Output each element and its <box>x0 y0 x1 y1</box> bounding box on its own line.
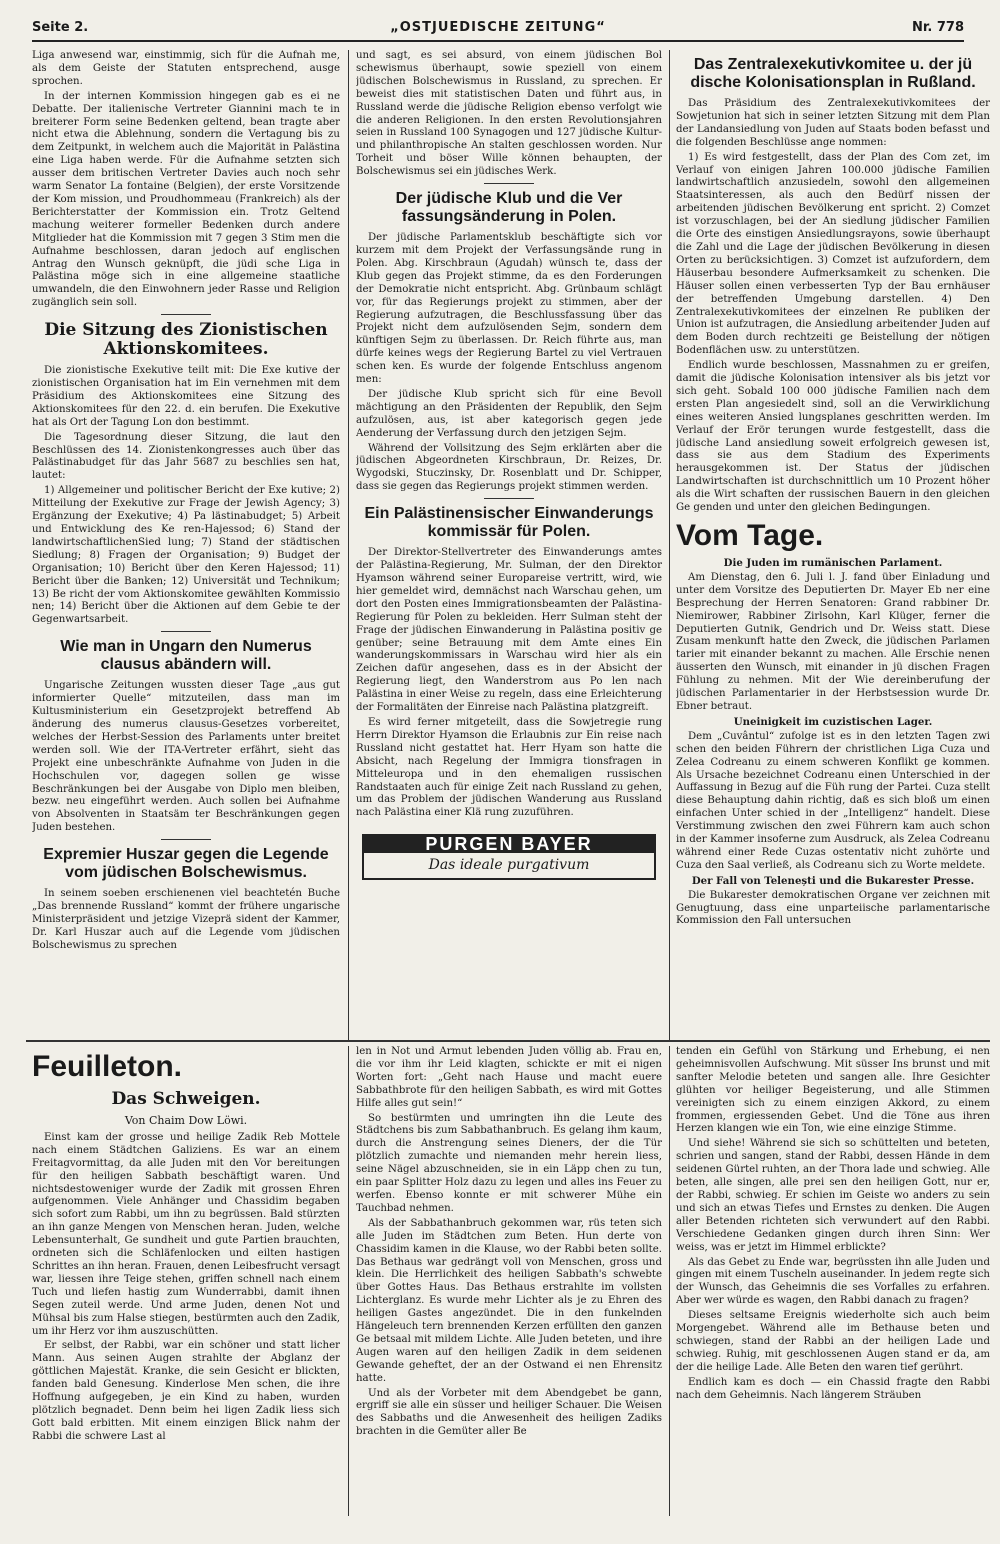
article-text: 1) Es wird festgestellt, dass der Plan des Com zet, im Verlauf von einigen Jahren 100.000 jüdische Familien landwirtschaftlich anzusiedeln, sowohl den allgemeinen Staatsinteressen, als auch den Bedürf nissen der arbeitenden jüdischen Bevölkerung ent spricht. 2) Comzet ist vorzuschlagen, bei der An siedlung jüdischer Familien die Orte des einstigen Ansiedlungsrayons, sowie überhaupt die Zahl und die Lage der jüdischen Bevölkerung in diesen Orten zu berücksichtigen. 3) Comzet ist aufzufordern, dem Häuserbau besondere Aufmerksamkeit zu schenken. Die Häuser sollen einen verbesserten Typ der Bau ernhäuser der betreffenden Umgebung darstellen. 4) Den Zentralexekutivkomitees der einzelnen Re publiken der Union ist aufzutragen, die Ansiedlung arbeitender Juden auf dem Boden durch rechtzeiti ge Beistellung der nötigen Bodenflächen usw. zu unterstützen. <box>676 151 990 357</box>
story-text: Endlich kam es doch — ein Chassid fragte den Rabbi nach dem Geheimnis. Nach längerem Sträuben <box>676 1376 990 1401</box>
feuilleton-column-3 <box>676 1046 990 1516</box>
article-text: Der jüdische Klub spricht sich für eine Bevoll mächtigung an den Präsidenten der Republik, den Sejm aufzulösen, aus, ist aber kategorisch gegen jede Aenderung der Verfassung durch den jetzigen Sejm. <box>356 388 662 439</box>
article-heading: Das Zentralexekutivkomitee u. der jü dische Kolonisationsplan in Rußland. <box>690 56 976 91</box>
article-text: Die Bukarester demokratischen Organe ver zeichnen mit Genugtuung, dass eine unparteiische parlamentarische Kommission den Fall untersuchen <box>676 889 990 927</box>
separator <box>484 498 534 499</box>
separator <box>161 631 211 632</box>
article-text: Während der Vollsitzung des Sejm erklärten aber die jüdischen Abgeordneten Kirschbraun, Dr. Reizes, Dr. Wygodski, Stuczinsky, Dr. Rosenblatt und Dr. Schipper, dass sie gegen das Regierungs projekt stimmen werden. <box>356 442 662 493</box>
article-text: Die zionistische Exekutive teilt mit: Die Exe kutive der zionistischen Organisation hat im Ein vernehmen mit dem Präsidium des Aktionskomitees eine Sitzung des Aktionskomitees für den 22. d. ein berufen. Die Exekutive hat als Ort der Tagung Lon don bestimmt. <box>32 365 340 428</box>
story-author: Von Chaim Dow Löwi. <box>124 1114 248 1127</box>
article-text: Endlich wurde beschlossen, Massnahmen zu er greifen, damit die jüdische Kolonisation intensiver als bis jetzt vor sich geht. Sobald 100 000 jüdische Familien nach dem ersten Plan angesiedelt sind, soll an die Verwirklichung eines weiteren Ansied lungsplanes geschritten werden. Im Verlauf der Erör terungen wurde festgestellt, dass die jüdische Land ansiedlung soweit erfolgreich gewesen ist, dass sie aus dem Stadium des Experiments herausgekommen ist. Der Status der jüdischen Landwirtschaften ist durchschnittlich um 10 Prozent höher als die Wirt schaften der russischen Bauern in den gleichen Ge genden und unter den gleichen Bedingungen. <box>676 360 990 514</box>
story-text: Und siehe! Während sie sich so schüttelten und beteten, schrien und sangen, stand der Rabbi, dessen Hände in dem seidenen Gürtel ruhten, an der Thora lade und schwieg. Alle beten, alle singen, alle prei sen den heiligen Gott, nur er, der Rabbi, schwieg. Er schien im Geiste wo anders zu sein und sich an etwas Tiefes und Ernstes zu denken. Die Augen aller Betenden richteten sich verwundert auf den Rabbi. Verschiedene Gedanken gingen durch ihren Sinn: Wer weiss, was er jetzt im Himmel erblickte? <box>676 1138 990 1253</box>
page-number: Seite 2. <box>32 20 89 35</box>
feuilleton-column-2 <box>356 1046 662 1516</box>
article-heading: Der jüdische Klub und die Ver fassungsänderung in Polen. <box>395 190 623 226</box>
separator <box>161 314 211 315</box>
separator <box>161 839 211 840</box>
story-text: So bestürmten und umringten ihn die Leute des Städtchens bis zum Sabbathanbruch. Es gelang ihm kaum, durch die Anstrengung seines Dieners, der die Tür plötzlich zumachte und niemanden mehr herein liess, seine Nägel abzuschneiden, sie in ein Läpp chen zu tun, ein paar Splitter Holz dazu zu legen und alles ins Feuer zu werfen. Ebenso konnte er mit schwerer Mühe ein Tauchbad nehmen. <box>356 1112 662 1214</box>
article-text: Der jüdische Parlamentsklub beschäftigte sich vor kurzem mit dem Projekt der Verfassungsände rung in Polen. Abg. Kirschbraun (Agudah) wünsch te, dass der Klub gegen das Projekt stimme, da es den Forderungen der Demokratie nicht entspricht. Abg. Grünbaum schlägt vor, für das Regierungs projekt zu stimmen, aber der Regierung aufzutragen, die Beschlussfassung über das Projekt nicht dem aufzulösenden Sejm, sondern dem künftigen Sejm zu überlassen. Dr. Reich führte aus, man dürfe keines wegs der Regierung Bartel zu viel Vertrauen schen ken. Es wurde der folgende Entschluss angenom men: <box>356 232 662 386</box>
article-text: In seinem soeben erschienenen viel beachtetén Buche „Das brennende Russland“ kommt der frühere ungarische Ministerpräsident und jetzige Vizeprä sident der Kammer, Dr. Karl Huszar auch auf die Legende vom jüdischen Bolschewismus zu sprechen <box>32 888 340 951</box>
separator <box>484 183 534 184</box>
article-text: Liga anwesend war, einstimmig, sich für die Aufnah me, als dem Geiste der Statuten entsprechend, ausge sprochen. <box>32 50 340 87</box>
news-subheading: Die Juden im rumänischen Parlament. <box>723 557 943 569</box>
article-text: Das Präsidium des Zentralexekutivkomitees der Sowjetunion hat sich in seiner letzten Sitzung mit dem Plan der Landansiedlung von Juden auf Staats boden befasst und die folgenden Beschlüsse ange nommen: <box>676 98 990 148</box>
story-text: tenden ein Gefühl von Stärkung und Erhebung, ei nen geheimnisvollen Aufschwung. Mit süsser Ins brunst und mit sanfter Melodie beteten und sangen alle. Ihre Gesichter glühten vor heiliger Begeisterung, und alle Stimmen vereinigten sich zu einem einzigen Akkord, zu einem frommen, ergiessenden Gebet. Und die Töne aus ihren Herzen klangen wie ein Ton, wie eine einzige Stimme. <box>676 1046 990 1135</box>
story-text: Als das Gebet zu Ende war, begrüssten ihn alle Juden und gingen mit einem Tuscheln auseinander. In jedem regte sich der Wunsch, das Geheimnis die ses Vorfalles zu erfahren. Aber wer würde es wagen, den Rabbi danach zu fragen? <box>676 1256 990 1307</box>
story-text: Und als der Vorbeter mit dem Abendgebet be gann, ergriff sie alle ein süsser und heiliger Schauer. Die Weisen des Sabbaths und die Anwesenheit des heiligen Zadiks brachten in die Gemüter aller Be <box>356 1387 662 1438</box>
story-text: Er selbst, der Rabbi, war ein schöner und statt licher Mann. Aus seinen Augen strahlte der Abglanz der göttlichen Majestät. Kranke, die sein Gesicht er blickten, fanden bald Genesung. Kinderlose Men schen, die ihre Hoffnung aufgegeben, je ein Kind zu haben, wurden plötzlich begnadet. Denn beim hei ligen Zadik liess sich Gott bald erbitten. Mit einem einzigen Blick nahm der Rabbi die schwere Last al <box>32 1340 340 1442</box>
column-2 <box>356 50 662 1050</box>
section-title: Vom Tage. <box>676 519 824 552</box>
ad-slogan: Das ideale purgativum <box>428 857 590 874</box>
story-text: Als der Sabbathanbruch gekommen war, rüs teten sich alle Juden im Städtchen zum Beten. Hun derte von Chassidim kamen in die Klause, wo der Rabbi beten sollte. Das Bethaus war gedrängt voll von Menschen, gross und klein. Die Herrlichkeit des heiligen Sabbath's schwebte über Gottes Haus. Das Bethaus erstrahlte im vollsten Lichterglanz. Es wurde mehr Lichter als je zu Ehren des heiligen Gastes angezündet. Die in den funkelnden Hängeleuch tern brennenden Kerzen erfüllten den ganzen Ge betsaal mit mildem Lichte. Alle Juden beteten, und ihre Augen waren auf den heiligen Zadik in dem seidenen Gewande geheftet, der an der Ostwand ei nen Ehrensitz hatte. <box>356 1217 662 1384</box>
article-text: 1) Allgemeiner und politischer Bericht der Exe kutive; 2) Mitteilung der Exekutive zur Frage der Jewish Agency; 3) Ergänzung der Exekutive; 4) Pa lästinabudget; 5) Arbeit und Entwicklung des Ke ren-Hajessod; 6) Stand der landwirtschaftlichenSied lung; 7) Stand der städtischen Siedlung; 8) Fragen der Organisation; 9) Budget der Organisation; 10) Bericht über den Keren Hajessod; 11) Bericht über die Banken; 12) Universität und Technikum; 13) Be richt der vom Aktionskomitee gewählten Kommissio nen; 14) Bericht über die Aktionen auf dem Gebie te der Gegenwartsarbeit. <box>32 485 340 626</box>
issue-number: Nr. 778 <box>911 20 964 35</box>
news-subheading: Uneinigkeit im cuzistischen Lager. <box>733 715 933 728</box>
article-text: und sagt, es sei absurd, von einem jüdischen Bol schewismus überhaupt, sowie speziell von einem jüdischen Bolschewismus in Russland, zu sprechen. Er beweist dies mit statistischen Daten und führt aus, in Russland werde die jüdische Religion ebenso verfolgt wie die anderen Religionen. In den ersten Revolutionsjahren seien in Russland 100 Synagogen und 127 jüdische Kultur- und philanthropische An stalten geschlossen worden. Nur Torheit und böser Wille können behaupten, der Bolschewismus sei ein jüdisches Werk. <box>356 50 662 178</box>
advertisement <box>362 834 656 880</box>
column-divider <box>669 1046 670 1516</box>
article-text: Die Tagesordnung dieser Sitzung, die laut den Beschlüssen des 14. Zionistenkongresses auch über das Palästinabudget für das Jahr 5687 zu beschlies sen hat, lautet: <box>32 431 340 482</box>
column-divider <box>669 50 670 1042</box>
article-heading: Ein Palästinensischer Einwanderungs kommissär für Polen. <box>364 505 654 541</box>
article-heading: Die Sitzung des Zionistischen Aktionskomitees. <box>44 320 328 360</box>
feuilleton-column-1 <box>32 1046 340 1516</box>
article-text: Am Dienstag, den 6. Juli l. J. fand über Einladung und unter dem Vorsitze des Deputierten Dr. Mayer Eb ner eine Besprechung der Herren Senatoren: Grand rabbiner Dr. Niemirower, Rabbiner Zirlsohn, Karl Klüger, ferner die Deputierten Gutnik, Gendrich und Dr. Weiss statt. Diese Zusam menkunft hatte den Zweck, die jüdischen Parlamen tarier mit einander bekannt zu machen. Alle Erschie nenen äusserten den Wunsch, mit einander in jü dischen Fragen Fühlung zu nehmen. Mit der Wie dereinberufung der jüdischen Parlamentarier in der Herbstsession wurde Dr. Ebner betraut. <box>676 571 990 712</box>
article-text: In der internen Kommission hingegen gab es ei ne Debatte. Der italienische Vertreter Giannini mach te in breiterer Form seine Bedenken geltend, bean tragte aber nicht etwa die Ablehnung, sondern die Vertagung bis zu dem Zeitpunkt, in welchem auch die Majorität in Palästina eine Liga haben werde. Für die Aufnahme setzten sich ausser dem britischen Vertreter Davies auch noch sehr warm Senator La fontaine (Belgien), der erste Vorsitzende der Kom mission, und Proudhommeau (Frankreich) als der Berichterstatter der Kommission ein. Trotz Geltend machung weiterer formeller Bedenken durch andere Mitglieder hat die Kommission mit 7 gegen 3 Stim men die Aufnahme beschlossen, daran jedoch auf englischen Antrag den Wunsch geknüpft, die jüdi sche Liga in Palästina möge sich in eine allgemeine staatliche umwandeln, die den Einwohnern jeder Rasse und Religion zugänglich sein soll. <box>32 90 340 309</box>
column-3 <box>676 50 990 1050</box>
ad-brand: PURGEN BAYER <box>364 836 654 853</box>
story-text: Dieses seltsame Ereignis wiederholte sich auch beim Morgengebet. Während alle im Bethause beten und schwiegen, stand der Rabbi an der heiligen Lade und schwieg. Ruhig, mit geschlossenen Augen stand er da, am der die heilige Lade. Alle Beten den waren tief gerührt. <box>676 1310 990 1373</box>
story-text: Einst kam der grosse und heilige Zadik Reb Mottele nach einem Städtchen Galiziens. Es war an einem Freitagvormittag, da alle Juden mit den Vor bereitungen für den heiligen Sabbath beschäftigt waren. Und nichtsdestoweniger wurde der Zadik mit grossen Ehren aufgenommen. Viele Anhänger und Chassidim begaben sich sofort zum Rabbi, um ihn zu begrüssen. Bald stürzten an ihn ganze Mengen von Menschen heran. Juden, welche Lebensunterhalt, Ge sundheit und gute Partien brauchten, ordneten sich die Schläfenlocken und eilten hastigen Schrittes an ihn heran. Frauen, denen Leibesfrucht versagt war, liessen ihre Teige stehen, griffen schnell nach einem Tuch und liefen hastig zum Wunderrabbi, damit ihnen Segen zuteil werde. Und arme Juden, denen Not und Mühsal bis zum Halse stiegen, bestürmten auch den Zadik, um ihr Herz vor ihm auszuschütten. <box>32 1131 340 1337</box>
column-divider <box>348 1046 349 1516</box>
article-heading: Wie man in Ungarn den Numerus clausus abändern will. <box>60 638 312 674</box>
article-heading: Expremier Huszar gegen die Legende vom jüdischen Bolschewismus. <box>43 846 329 882</box>
article-text: Ungarische Zeitungen wussten dieser Tage „aus gut informierter Quelle“ mitzuteilen, dass man im Kultusministerium ein Gesetzprojekt betreffend Ab änderung des numerus clausus-Gesetzes vorbereitet, welches der Herbst-Session des Parlaments unter breitet werden soll. Wie der ITA-Vertreter erfährt, sieht das Projekt eine unbeschränkte Aufnahme von Juden in die Hochschulen vor, dagegen sollen ge wisse Beschränkungen bei der Ausgabe von Diplo men bleiben, bezw. neu eingeführt werden. Auch sollen bei Aufnahme von Absolventen in Staatsäm ter Beschränkungen gegen Juden bestehen. <box>32 680 340 834</box>
article-text: Der Direktor-Stellvertreter des Einwanderungs amtes der Palästina-Regierung, Mr. Sulman, der den Direktor Hyamson während seiner Europareise vertritt, wird, wie hier gemeldet wird, demnächst nach Warschau gehen, um dort den Posten eines Immigrationsbeamten der Palästina-Regierung für Polen zu bekleiden. Herr Sulman steht der Frage der jüdischen Einwanderung in Palästina positiv ge genüber; seine Betrauung mit dem Amte eines Ein wanderungskommissars in Warschau wird hier als ein Zeichen dafür angesehen, dass es in der Absicht der Regierung liegt, den Wanderstrom aus Po len nach Palästina in einer Weise zu regeln, dass eine Erleichterung der Formalitäten der Einreise nach Palästina platzgreift. <box>356 547 662 714</box>
page-header <box>32 14 964 42</box>
feuilleton-label: Feuilleton. <box>32 1050 182 1083</box>
column-divider <box>348 50 349 1042</box>
column-1 <box>32 50 340 1050</box>
story-title: Das Schweigen. <box>111 1089 261 1109</box>
news-subheading: Der Fall von Telenești und die Bukarester Presse. <box>691 874 975 887</box>
story-text: len in Not und Armut lebenden Juden völlig ab. Frau en, die vor ihm ihr Leid klagten, schickte er mit ei nigen Worten fort: „Geht nach Hause und macht euere Sabbathbrote für den heiligen Sabbath, es wird mit Gottes Hilfe alles gut sein!“ <box>356 1046 662 1109</box>
article-text: Es wird ferner mitgeteilt, dass die Sowjetregie rung Herrn Direktor Hyamson die Erlaubnis zur Ein reise nach Russland nicht gestattet hat. Herr Hyam son hatte die Absicht, nach Regelung der Immigra tionsfragen in Mitteleuropa und in den ehemaligen russischen Randstaaten auch für einige Zeit nach Russland zu gehen, um das Problem der jüdischen Wanderung aus Russland nach Palästina einer Klä rung zuzuführen. <box>356 716 662 819</box>
article-text: Dem „Cuvântul“ zufolge ist es in den letzten Tagen zwi schen den beiden Führern der christlichen Liga Cuza und Zelea Codreanu zu einem schweren Konflikt ge kommen. Als Ursache bezeichnet Codreanu einen Unterschied in der Auffassung in Bezug auf die Füh rung der Partei. Cuza stellt diese Behauptung dahin richtig, daß es sich bloß um einen einfachen Unter schied in der „Intelligenz“ handelt. Diese Verstimmung zwischen den zwei Führern kam auch schon in der Kammer insoferne zum Ausdruck, als Zelea Codreanu während einer Rede Cuzas ostentativ nicht zuhörte und Cuza den Saal verließ, als Codreanu sich zu Worte meldete. <box>676 730 990 871</box>
newspaper-title: „OSTJUEDISCHE ZEITUNG“ <box>390 20 606 35</box>
